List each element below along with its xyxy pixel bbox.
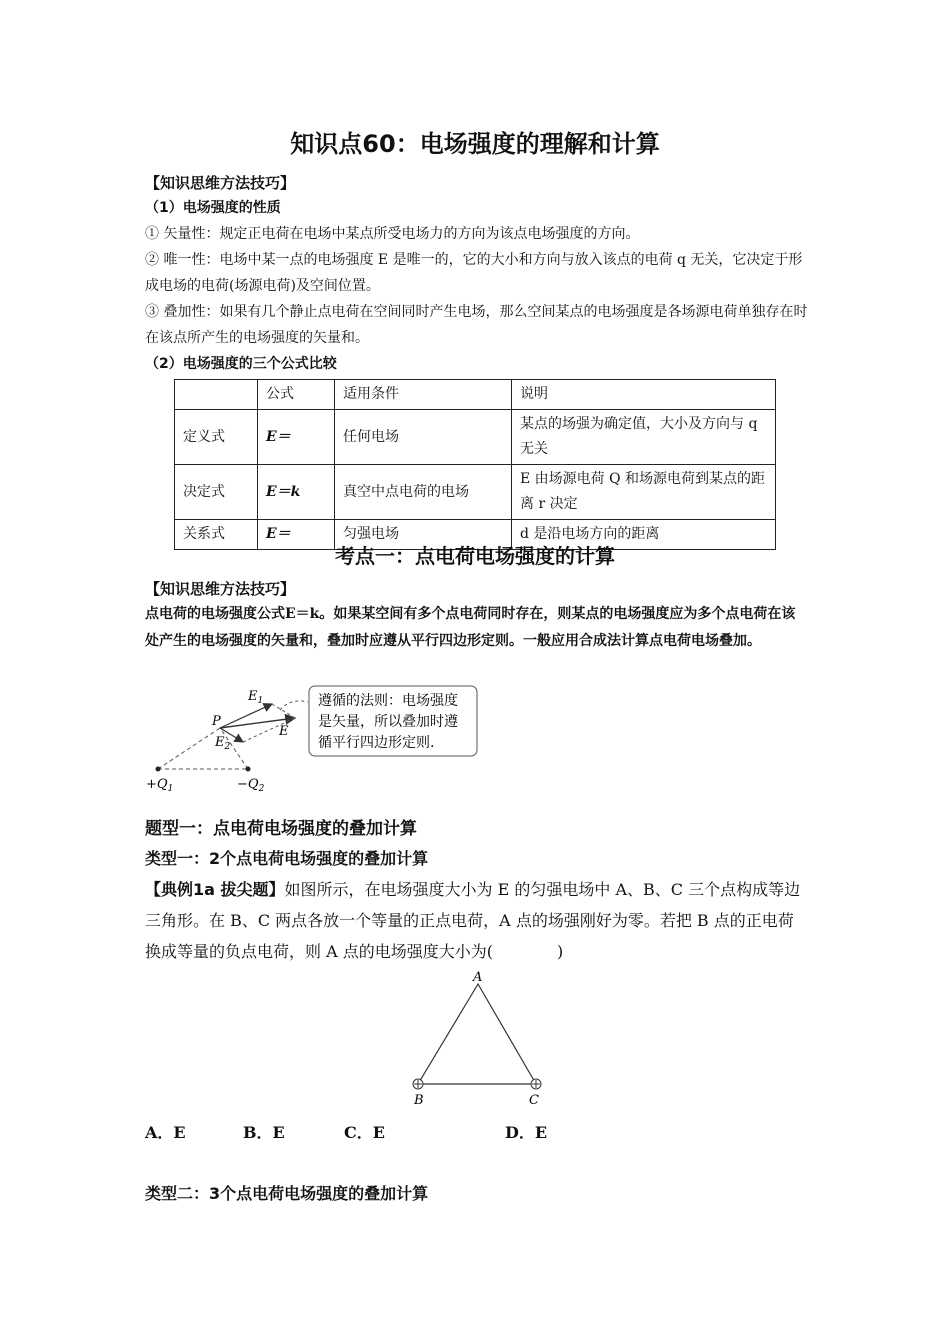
vertex-c-label: C <box>529 1093 539 1108</box>
formula-comparison-table <box>174 379 776 550</box>
table-row <box>175 410 776 465</box>
table-header <box>175 380 258 410</box>
subheading-formulas: （2）电场强度的三个公式比较 <box>145 356 337 372</box>
callout-line: 遵循的法则：电场强度 <box>318 693 458 709</box>
superposition-figure <box>140 680 500 795</box>
leixing1-title: 类型一：2个点电荷电场强度的叠加计算 <box>145 849 429 868</box>
table-cell: d 是沿电场方向的距离 <box>512 520 776 550</box>
table-row <box>175 465 776 520</box>
table-cell: 某点的场强为确定值，大小及方向与 q 无关 <box>512 410 776 465</box>
table-cell: E 由场源电荷 Q 和场源电荷到某点的距离 r 决定 <box>512 465 776 520</box>
leixing2-title: 类型二：3个点电荷电场强度的叠加计算 <box>145 1184 429 1203</box>
callout-line: 循平行四边形定则. <box>318 735 435 751</box>
triangle-figure <box>400 966 560 1111</box>
label-q1: $+Q_1$ <box>146 777 174 794</box>
table-cell: 任何电场 <box>335 410 512 465</box>
table-cell: 决定式 <box>175 465 258 520</box>
example-text: 如图所示，在电场强度大小为 E 的匀强电场中 A、B、C 三个点构成等边三角形。在 B、C 两点各放一个等量的正点电荷，A 点的场强刚好为零。若把 B 点的正电荷换成等量的负点电荷，则 A 点的电场强度大小为( ) <box>145 880 801 961</box>
table-cell: E＝ <box>258 410 335 465</box>
table-header: 公式 <box>258 380 335 410</box>
table-header: 说明 <box>512 380 776 410</box>
dashed-line-q1 <box>158 728 220 769</box>
label-q2: $-Q_2$ <box>237 777 265 794</box>
parallelogram-side <box>272 704 295 718</box>
label-e: E <box>279 724 289 739</box>
example-paragraph <box>145 874 809 967</box>
triangle <box>418 984 536 1084</box>
option-b[interactable]: B．E <box>243 1123 285 1142</box>
subheading-properties: （1）电场强度的性质 <box>145 200 281 216</box>
property-vector: ① 矢量性：规定正电荷在电场中某点所受电场力的方向为该点电场强度的方向。 <box>145 226 640 242</box>
kaodian-text: 点电荷的电场强度公式E＝k。如果某空间有多个点电荷同时存在，则某点的电场强度应为多个点电荷在该处产生的电场强度的矢量和，叠加时应遵从平行四边形定则。一般应用合成法计算点电荷电场叠加。 <box>145 606 796 649</box>
label-e2: $E_2$ <box>215 735 231 752</box>
page-title: 知识点60：电场强度的理解和计算 <box>290 130 660 158</box>
table-cell: 关系式 <box>175 520 258 550</box>
table-cell: E＝k <box>258 465 335 520</box>
property-superposition: ③ 叠加性：如果有几个静止点电荷在空间同时产生电场，那么空间某点的电场强度是各场源电荷单独存在时在该点所产生的电场强度的矢量和。 <box>145 304 808 346</box>
option-d[interactable]: D．E <box>505 1123 548 1142</box>
table-cell: 真空中点电荷的电场 <box>335 465 512 520</box>
kaodian-heading: 【知识思维方法技巧】 <box>145 580 296 598</box>
property-unique: ② 唯一性：电场中某一点的电场强度 E 是唯一的，它的大小和方向与放入该点的电荷 q 无关，它决定于形成电场的电荷(场源电荷)及空间位置。 <box>145 252 803 294</box>
example-tag: 【典例1a 拔尖题】 <box>145 880 285 899</box>
kaodian-title: 考点一：点电荷电场强度的计算 <box>335 544 615 568</box>
vertex-b-label: B <box>414 1093 424 1108</box>
callout-line: 是矢量，所以叠加时遵 <box>318 714 458 730</box>
callout-pointer <box>280 701 308 710</box>
option-c[interactable]: C．E <box>344 1123 385 1142</box>
charge-q1 <box>156 767 161 772</box>
section-heading: 【知识思维方法技巧】 <box>145 174 296 192</box>
table-cell: 定义式 <box>175 410 258 465</box>
label-e1: $E_1$ <box>248 689 264 706</box>
charge-q2 <box>246 767 251 772</box>
option-a[interactable]: A．E <box>145 1123 186 1142</box>
tixing-title: 题型一：点电荷电场强度的叠加计算 <box>145 819 417 839</box>
table-cell: E＝ <box>258 520 335 550</box>
vertex-a-label: A <box>473 970 483 985</box>
table-header-row <box>175 380 776 410</box>
table-header: 适用条件 <box>335 380 512 410</box>
label-p: P <box>212 714 221 729</box>
table-cell: 匀强电场 <box>335 520 512 550</box>
